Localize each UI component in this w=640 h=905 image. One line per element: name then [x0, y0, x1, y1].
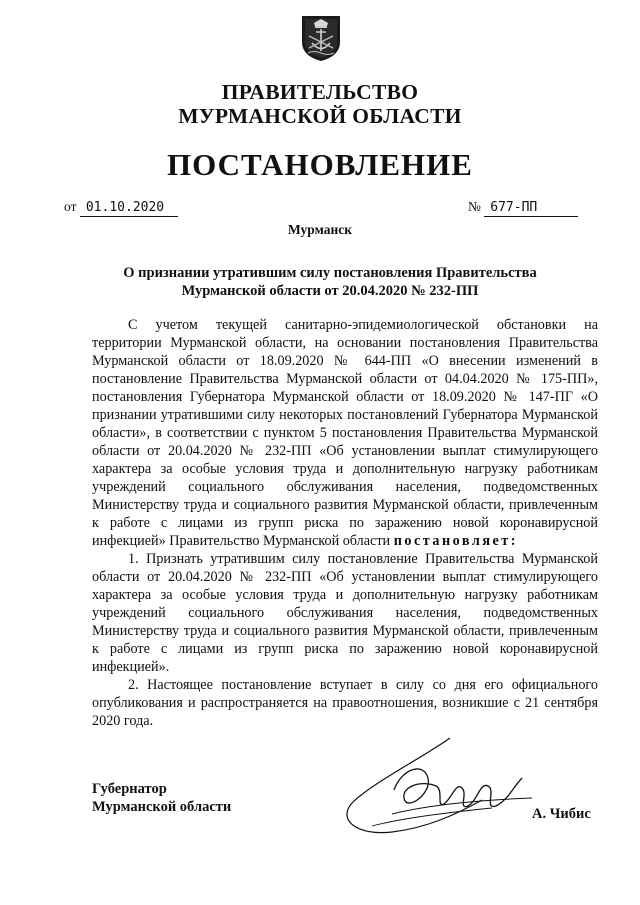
body-intro-paragraph [92, 316, 598, 550]
coat-of-arms-icon [300, 14, 342, 62]
document-number: 677-ПП [484, 200, 578, 217]
signatory-position-line-1: Губернатор [92, 781, 167, 797]
subject-line-1: О признании утратившим силу постановления Правительства [123, 265, 537, 281]
handwritten-signature-icon [332, 728, 542, 846]
document-date: 01.10.2020 [80, 200, 178, 217]
document-type: ПОСТАНОВЛЕНИЕ [167, 147, 473, 182]
organization-line-1: ПРАВИТЕЛЬСТВО [221, 80, 419, 104]
number-field [468, 199, 578, 217]
document-body [92, 316, 598, 730]
signatory-position-line-2: Мурманской области [92, 799, 232, 815]
date-prefix: от [64, 199, 77, 214]
body-item-1: 1. Признать утратившим силу постановление Правительства Мурманской области от 20.04.2020 № 232-ПП «Об установлении выплат стимулирующего характера за особые условия труда и дополнительную нагрузку работникам учреждений социального обслуживания населения, подведомственных Министерству труда и социального развития Мурманской области, привлеченным к работе с лицами из групп риска по заражению новой коронавирусной инфекцией». [92, 551, 598, 675]
signatory-name: А. Чибис [532, 806, 591, 822]
document-subject [100, 264, 560, 300]
city: Мурманск [287, 222, 353, 237]
organization-line-2: МУРМАНСКОЙ ОБЛАСТИ [178, 104, 462, 128]
body-item-2: 2. Настоящее постановление вступает в силу со дня его официального опубликования и распространяется на правоотношения, возникшие с 21 сентября 2020 года. [92, 677, 598, 729]
subject-line-2: Мурманской области от 20.04.2020 № 232-ПП [181, 283, 479, 299]
number-prefix: № [468, 199, 481, 214]
signatory-position [92, 780, 231, 816]
organization-name [0, 80, 640, 128]
resolves-word: постановляет: [393, 533, 519, 549]
date-field [64, 199, 178, 217]
intro-text: С учетом текущей санитарно-эпидемиологической обстановки на территории Мурманской области, на основании постановления Правительства Мурманской области от 18.09.2020 № 644-ПП «О внесении изменений в постановление Правительства Мурманской области от 04.04.2020 № 175-ПП», постановления Губернатора Мурманской области от 18.09.2020 № 147-ПГ «О признании утратившими силу некоторых постановлений Губернатора Мурманской области», в соответствии с пунктом 5 постановления Правительства Мурманской области от 20.04.2020 № 232-ПП «Об установлении выплат стимулирующего характера за особые условия труда и дополнительную нагрузку работникам учреждений социального обслуживания населения, подведомственных Министерству труда и социального развития Мурманской области, привлеченным к работе с лицами из групп риска по заражению новой коронавирусной инфекцией» Правительство Мурманской области [92, 317, 598, 549]
